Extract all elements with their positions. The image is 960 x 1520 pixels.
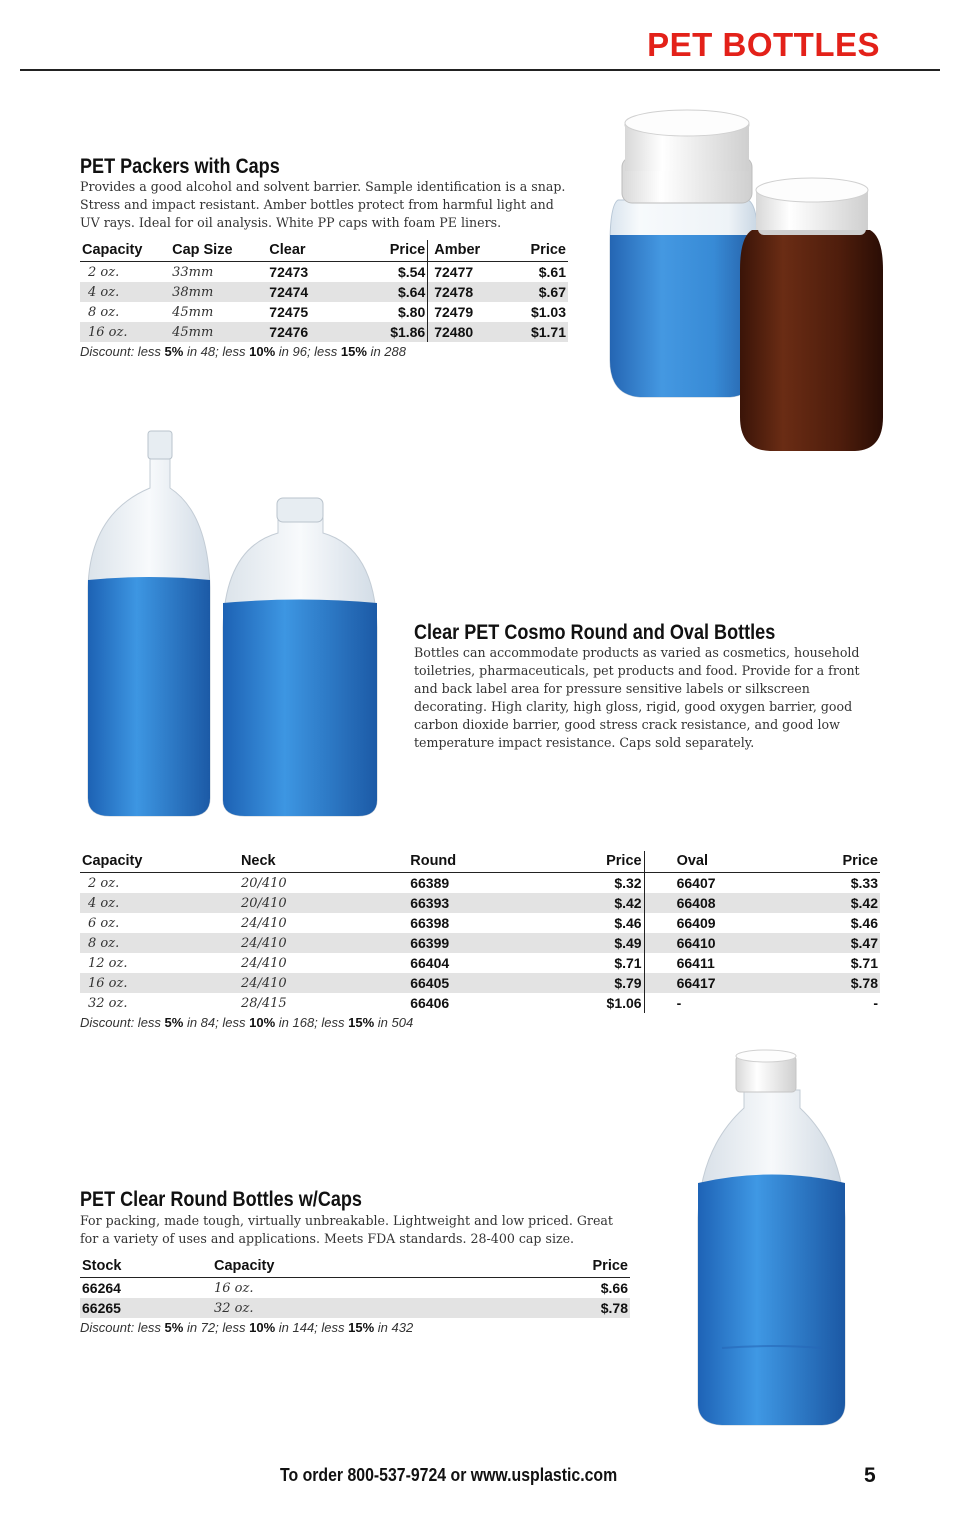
round-price-cell: $.42: [526, 893, 644, 913]
title-divider: [20, 69, 940, 71]
capacity-cell: 16 oz.: [80, 322, 170, 342]
col-oval: Oval: [644, 851, 793, 873]
col-clear: Clear: [267, 240, 332, 262]
amber-item-cell: 72477: [434, 264, 474, 280]
col-capacity: Capacity: [212, 1256, 546, 1278]
col-capacity: Capacity: [80, 851, 239, 873]
footer-order-info: To order 800-537-9724 or www.usplastic.com: [280, 1465, 618, 1485]
neck-cell: 24/410: [240, 955, 287, 971]
oval-price-cell: $.33: [850, 875, 878, 891]
roundcaps-discount: Discount: less 5% in 72; less 10% in 144; less 15% in 432: [80, 1320, 414, 1335]
neck-cell: 20/410: [239, 893, 408, 913]
capacity-cell: 32 oz.: [212, 1298, 546, 1318]
clear-item-cell: 72473: [269, 264, 309, 280]
round-item-cell: 66405: [408, 973, 526, 993]
oval-item-cell: 66407: [676, 875, 716, 891]
col-price: Price: [793, 851, 880, 873]
table-row: [80, 262, 568, 283]
amber-price-cell: $.61: [538, 264, 566, 280]
oval-item-cell: 66411: [676, 955, 715, 971]
cap-size-cell: 45mm: [172, 304, 214, 320]
table-row: [80, 913, 880, 933]
page-number: 5: [864, 1464, 876, 1487]
oval-price-cell: $.78: [793, 973, 880, 993]
price-cell: $.78: [546, 1298, 630, 1318]
round-item-cell: 66389: [410, 875, 450, 891]
oval-item-cell: -: [676, 995, 682, 1011]
clear-price-cell: $.54: [332, 262, 428, 283]
oval-price-cell: $.71: [850, 955, 878, 971]
table-row: [80, 953, 880, 973]
col-amber: Amber: [428, 240, 518, 262]
col-neck: Neck: [239, 851, 408, 873]
table-row: [80, 1298, 630, 1318]
table-row: [80, 893, 880, 913]
col-capacity: Capacity: [80, 240, 170, 262]
neck-cell: 20/410: [240, 875, 287, 891]
round-price-cell: $.49: [526, 933, 644, 953]
cap-size-cell: 45mm: [170, 322, 267, 342]
oval-price-cell: -: [873, 995, 878, 1011]
oval-price-cell: $.42: [793, 893, 880, 913]
col-price: Price: [546, 1256, 630, 1278]
col-price: Price: [517, 240, 568, 262]
round-item-cell: 66404: [410, 955, 450, 971]
oval-price-cell: $.46: [850, 915, 878, 931]
table-row: [80, 282, 568, 302]
table-header-row: [80, 1256, 630, 1278]
cap-size-cell: 33mm: [172, 264, 214, 280]
round-item-cell: 66398: [410, 915, 450, 931]
amber-price-cell: $.67: [517, 282, 568, 302]
roundcaps-title: PET Clear Round Bottles w/Caps: [80, 1188, 362, 1211]
round-price-cell: $.71: [526, 953, 644, 973]
cosmo-description: Bottles can accommodate products as varied as cosmetics, household toiletries, pharmaceuticals, pet products and food. Provide for a front and back label area for pressure sensitive labels or silkscreen decorating. High clarity, high gloss, rigid, good oxygen barrier, good carbon dioxide barrier, good stress crack resistance, and good low temperature impact resistance. Caps sold separately.: [414, 645, 860, 750]
clear-item-cell: 72476: [267, 322, 332, 342]
packers-table: [80, 240, 568, 342]
col-price: Price: [332, 240, 428, 262]
capacity-cell: 12 oz.: [88, 955, 128, 971]
neck-cell: 28/415: [240, 995, 287, 1011]
roundcaps-table: [80, 1256, 630, 1318]
round-bottle-photo: [692, 1048, 852, 1428]
capacity-cell: 16 oz.: [80, 973, 239, 993]
round-item-cell: 66393: [408, 893, 526, 913]
capacity-cell: 2 oz.: [88, 875, 120, 891]
table-row: [80, 873, 880, 894]
amber-price-cell: $1.03: [530, 304, 566, 320]
oval-item-cell: 66408: [644, 893, 793, 913]
table-row: [80, 973, 880, 993]
oval-item-cell: 66409: [676, 915, 716, 931]
oval-item-cell: 66410: [644, 933, 793, 953]
capacity-cell: 4 oz.: [80, 893, 239, 913]
oval-price-cell: $.47: [793, 933, 880, 953]
cosmo-discount: Discount: less 5% in 84; less 10% in 168; less 15% in 504: [80, 1015, 414, 1030]
round-price-cell: $.79: [526, 973, 644, 993]
neck-cell: 24/410: [239, 973, 408, 993]
stock-cell: 66265: [80, 1298, 212, 1318]
table-header-row: [80, 851, 880, 873]
col-round: Round: [408, 851, 526, 873]
amber-item-cell: 72480: [428, 322, 518, 342]
col-stock: Stock: [80, 1256, 212, 1278]
col-cap-size: Cap Size: [170, 240, 267, 262]
capacity-cell: 32 oz.: [88, 995, 128, 1011]
capacity-cell: 8 oz.: [80, 933, 239, 953]
amber-price-cell: $1.71: [517, 322, 568, 342]
round-price-cell: $.32: [526, 873, 644, 894]
packer-bottles-photo: [600, 105, 890, 453]
clear-price-cell: $.64: [332, 282, 428, 302]
page-title: PET BOTTLES: [647, 26, 880, 63]
clear-item-cell: 72474: [267, 282, 332, 302]
roundcaps-description: For packing, made tough, virtually unbreakable. Lightweight and low priced. Great for a variety of uses and applications. Meets FDA standards. 28-400 cap size.: [80, 1213, 613, 1246]
round-item-cell: 66399: [408, 933, 526, 953]
round-price-cell: $1.06: [526, 993, 644, 1013]
col-price: Price: [526, 851, 644, 873]
cap-size-cell: 38mm: [170, 282, 267, 302]
price-cell: $.66: [600, 1280, 628, 1296]
capacity-cell: 4 oz.: [80, 282, 170, 302]
capacity-cell: 2 oz.: [88, 264, 120, 280]
neck-cell: 24/410: [240, 915, 287, 931]
amber-item-cell: 72479: [434, 304, 474, 320]
clear-price-cell: $1.86: [332, 322, 428, 342]
table-row: [80, 993, 880, 1013]
cosmo-table: [80, 851, 880, 1013]
packers-title: PET Packers with Caps: [80, 155, 280, 178]
table-row: [80, 302, 568, 322]
table-row: [80, 322, 568, 342]
table-row: [80, 933, 880, 953]
stock-cell: 66264: [82, 1280, 121, 1296]
packers-discount: Discount: less 5% in 48; less 10% in 96; less 15% in 288: [80, 344, 406, 359]
round-item-cell: 66406: [410, 995, 450, 1011]
amber-item-cell: 72478: [428, 282, 518, 302]
oval-item-cell: 66417: [644, 973, 793, 993]
table-header-row: [80, 240, 568, 262]
capacity-cell: 8 oz.: [88, 304, 120, 320]
table-row: [80, 1278, 630, 1299]
round-price-cell: $.46: [526, 913, 644, 933]
neck-cell: 24/410: [239, 933, 408, 953]
packers-description: Provides a good alcohol and solvent barrier. Sample identification is a snap. Stress and impact resistant. Amber bottles protect from harmful light and UV rays. Ideal for oil analysis. White PP caps with foam PE liners.: [80, 179, 566, 230]
cosmo-title: Clear PET Cosmo Round and Oval Bottles: [414, 621, 776, 644]
capacity-cell: 6 oz.: [88, 915, 120, 931]
clear-item-cell: 72475: [269, 304, 309, 320]
cosmo-bottles-photo: [80, 428, 385, 820]
capacity-cell: 16 oz.: [214, 1280, 254, 1296]
clear-price-cell: $.80: [332, 302, 428, 322]
